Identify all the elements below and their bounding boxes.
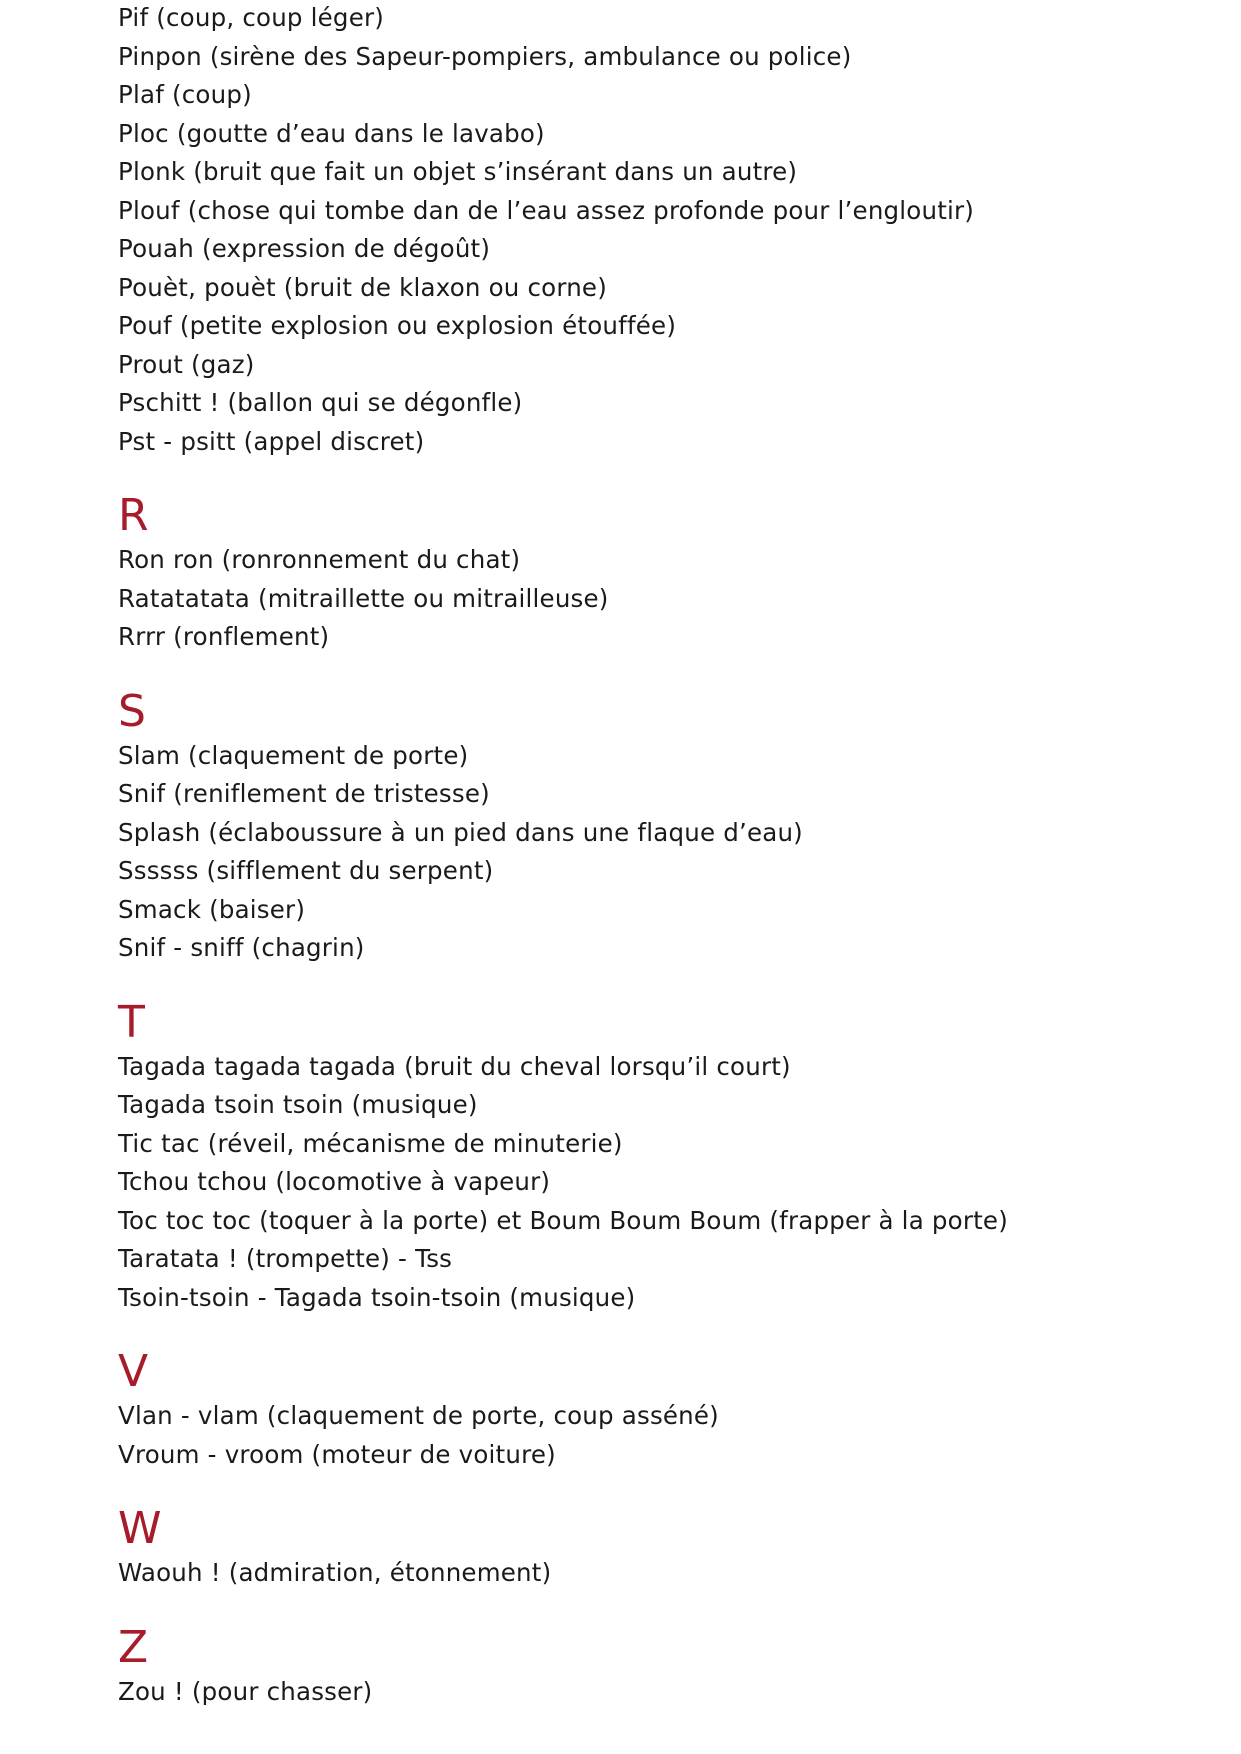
- list-item: Tic tac (réveil, mécanisme de minuterie): [118, 1128, 623, 1158]
- list-item: Plouf (chose qui tombe dan de l’eau assez profonde pour l’engloutir): [118, 195, 975, 225]
- list-item: Pouah (expression de dégoût): [118, 234, 491, 263]
- list-item: Snif (reniflement de tristesse): [118, 779, 490, 808]
- intro-entries: [118, 0, 1198, 461]
- list-item: Plonk (bruit que fait un objet s’insérant dans un autre): [118, 157, 798, 186]
- list-item: Waouh ! (admiration, étonnement): [118, 1558, 552, 1587]
- list-item: Pouf (petite explosion ou explosion étouffée): [118, 311, 677, 340]
- list-item: Ron ron (ronronnement du chat): [118, 545, 521, 574]
- list-item: Splash (éclaboussure à un pied dans une flaque d’eau): [118, 817, 803, 847]
- section-letter: Z: [118, 1621, 149, 1673]
- list-item: Ssssss (sifflement du serpent): [118, 856, 494, 885]
- section-letter: T: [118, 996, 145, 1048]
- list-item: Tsoin-tsoin - Tagada tsoin-tsoin (musique): [118, 1282, 636, 1312]
- list-item: Vroum - vroom (moteur de voiture): [118, 1439, 556, 1469]
- section-t: [118, 996, 1198, 1318]
- onomatopoeia-list: [118, 0, 1198, 1711]
- section-w: [118, 1502, 1198, 1593]
- list-item: Smack (baiser): [118, 894, 306, 924]
- list-item: Zou ! (pour chasser): [118, 1676, 373, 1706]
- list-item: Prout (gaz): [118, 349, 255, 379]
- section-letter: V: [118, 1346, 149, 1397]
- list-item: Vlan - vlam (claquement de porte, coup asséné): [118, 1401, 719, 1430]
- list-item: Toc toc toc (toquer à la porte) et Boum Boum Boum (frapper à la porte): [118, 1205, 1008, 1235]
- list-item: Rrrr (ronflement): [118, 622, 330, 651]
- section-letter: S: [118, 685, 146, 737]
- list-item: Ratatatata (mitraillette ou mitrailleuse): [118, 583, 609, 613]
- list-item: Pouèt, pouèt (bruit de klaxon ou corne): [118, 272, 607, 302]
- list-item: Pst - psitt (appel discret): [118, 426, 425, 456]
- list-item: Snif - sniff (chagrin): [118, 933, 365, 962]
- list-item: Tchou tchou (locomotive à vapeur): [118, 1167, 551, 1196]
- section-v: [118, 1345, 1198, 1474]
- section-letter: R: [118, 490, 149, 541]
- list-item: Taratata ! (trompette) - Tss: [118, 1244, 453, 1273]
- section-letter: W: [118, 1503, 162, 1554]
- list-item: Pschitt ! (ballon qui se dégonfle): [118, 388, 523, 417]
- section-r: [118, 489, 1198, 657]
- list-item: Tagada tagada tagada (bruit du cheval lorsqu’il court): [118, 1051, 791, 1081]
- section-s: [118, 685, 1198, 968]
- list-item: Pinpon (sirène des Sapeur-pompiers, ambulance ou police): [118, 41, 852, 71]
- list-item: Tagada tsoin tsoin (musique): [118, 1090, 478, 1119]
- section-z: [118, 1621, 1198, 1712]
- list-item: Plaf (coup): [118, 80, 252, 109]
- list-item: Ploc (goutte d’eau dans le lavabo): [118, 118, 545, 148]
- list-item: Slam (claquement de porte): [118, 740, 469, 770]
- list-item: Pif (coup, coup léger): [118, 3, 384, 32]
